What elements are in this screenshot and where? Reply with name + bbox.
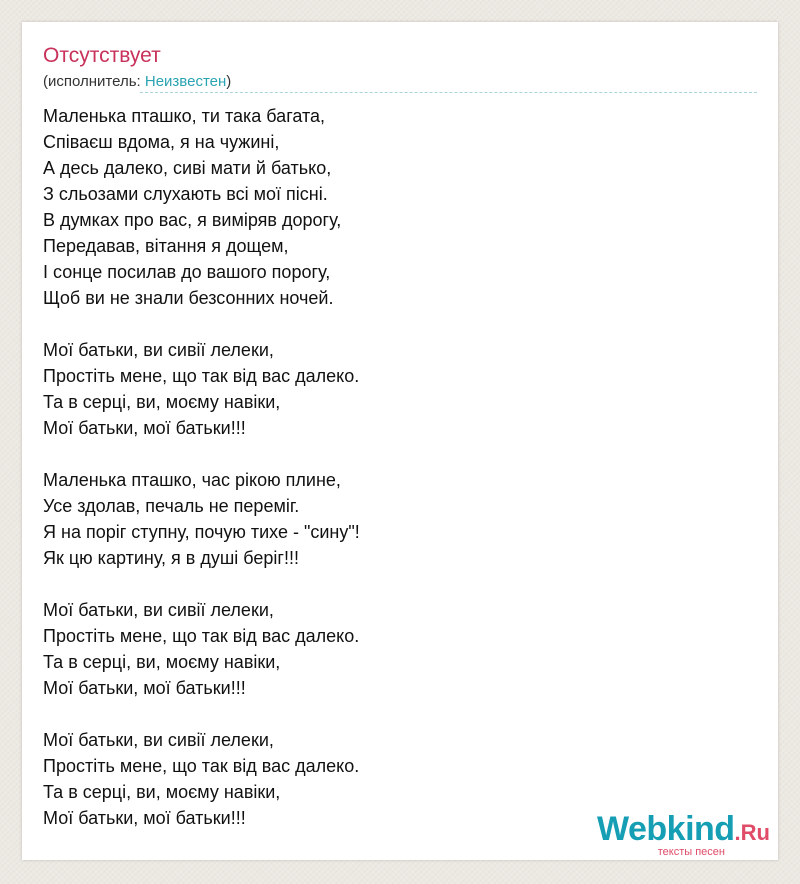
logo-tagline: тексты песен bbox=[657, 846, 725, 858]
webkind-logo[interactable] bbox=[580, 810, 770, 858]
lyrics-line: Маленька пташко, час рікою плине, bbox=[43, 470, 341, 490]
title-divider bbox=[140, 92, 757, 93]
logo-tld: .Ru bbox=[734, 820, 770, 845]
logo-word: Webkind bbox=[597, 810, 735, 848]
lyrics-line: В думках про вас, я виміряв дорогу, bbox=[43, 210, 342, 230]
lyrics-stanza bbox=[43, 467, 743, 571]
lyrics-body bbox=[43, 103, 743, 831]
lyrics-line: Та в серці, ви, моєму навіки, bbox=[43, 782, 281, 802]
lyrics-line: Мої батьки, ви сивії лелеки, bbox=[43, 730, 274, 750]
lyrics-line: Як цю картину, я в душі беріг!!! bbox=[43, 548, 299, 568]
lyrics-line: Простіть мене, що так від вас далеко. bbox=[43, 626, 360, 646]
lyrics-line: Передавав, вітання я дощем, bbox=[43, 236, 289, 256]
lyrics-stanza bbox=[43, 103, 743, 311]
lyrics-line: Простіть мене, що так від вас далеко. bbox=[43, 366, 360, 386]
lyrics-line: А десь далеко, сиві мати й батько, bbox=[43, 158, 332, 178]
lyrics-line: З сльозами слухають всі мої пісні. bbox=[43, 184, 328, 204]
artist-link[interactable]: Неизвестен bbox=[144, 73, 227, 90]
lyrics-line: Мої батьки, мої батьки!!! bbox=[43, 678, 246, 698]
artist-prefix: (исполнитель: bbox=[43, 73, 145, 90]
lyrics-line: Я на поріг ступну, почую тихе - "сину"! bbox=[43, 522, 360, 542]
lyrics-line: Мої батьки, мої батьки!!! bbox=[43, 808, 246, 828]
lyrics-stanza bbox=[43, 597, 743, 701]
lyrics-line: Щоб ви не знали безсонних ночей. bbox=[43, 288, 334, 308]
lyrics-line: Та в серці, ви, моєму навіки, bbox=[43, 652, 281, 672]
lyrics-stanza bbox=[43, 337, 743, 441]
lyrics-line: Простіть мене, що так від вас далеко. bbox=[43, 756, 360, 776]
lyrics-card bbox=[22, 22, 778, 860]
lyrics-line: Та в серці, ви, моєму навіки, bbox=[43, 392, 281, 412]
lyrics-line: Маленька пташко, ти така багата, bbox=[43, 106, 326, 126]
lyrics-line: Співаєш вдома, я на чужині, bbox=[43, 132, 280, 152]
lyrics-line: І сонце посилав до вашого порогу, bbox=[43, 262, 331, 282]
song-title: Отсутствует bbox=[43, 44, 161, 67]
lyrics-line: Мої батьки, мої батьки!!! bbox=[43, 418, 246, 438]
lyrics-line: Усе здолав, печаль не переміг. bbox=[43, 496, 300, 516]
artist-line bbox=[43, 73, 231, 91]
lyrics-line: Мої батьки, ви сивії лелеки, bbox=[43, 340, 274, 360]
artist-suffix: ) bbox=[226, 73, 232, 90]
lyrics-line: Мої батьки, ви сивії лелеки, bbox=[43, 600, 274, 620]
